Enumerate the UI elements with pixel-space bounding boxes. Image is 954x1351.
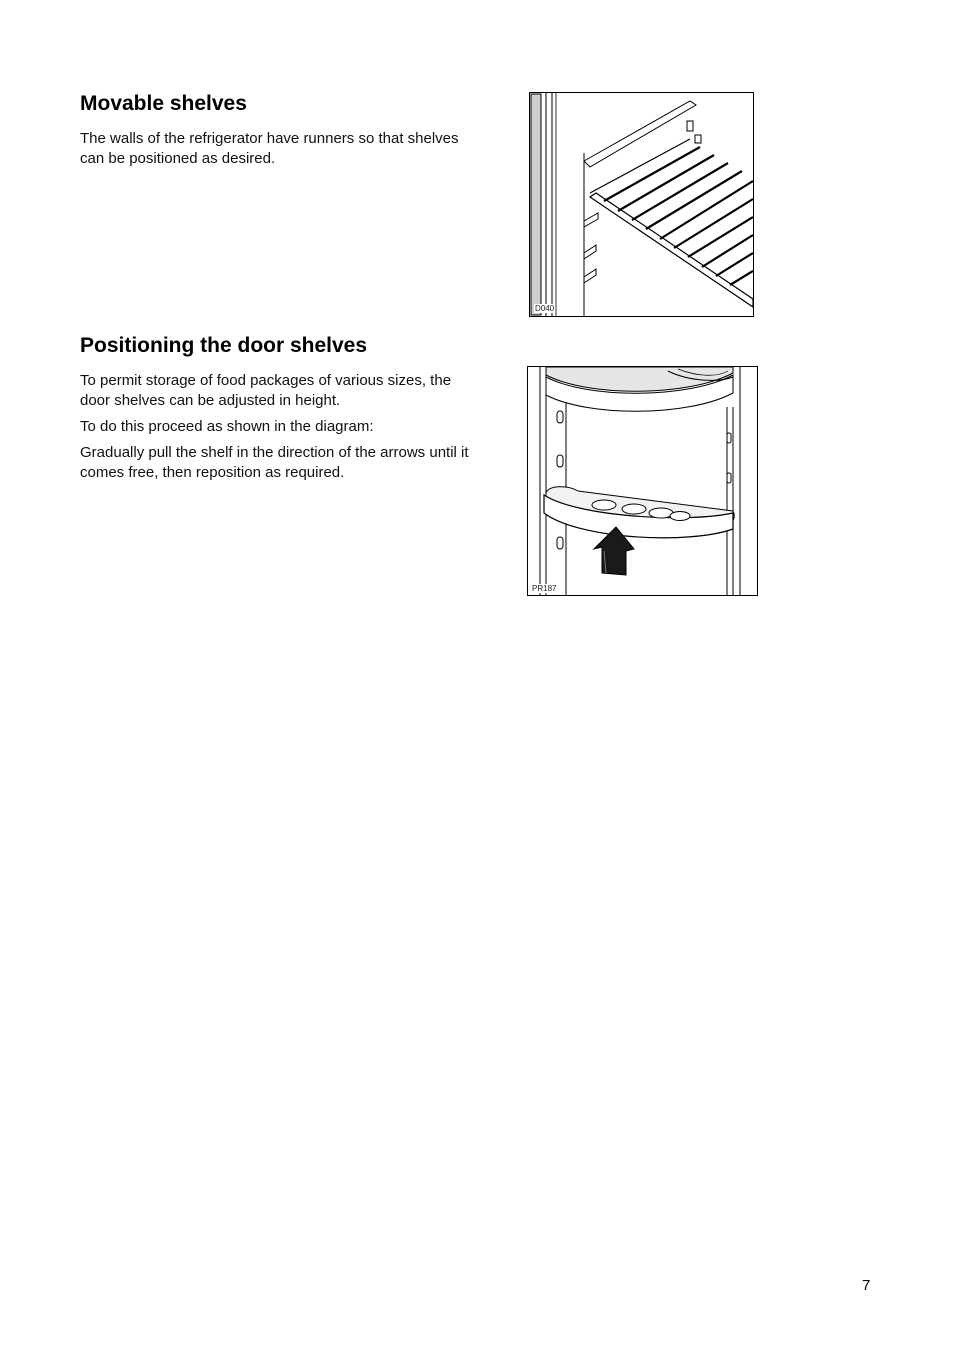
section-heading-door-shelves: Positioning the door shelves <box>80 334 368 357</box>
figure-code-label: D040 <box>535 304 555 313</box>
section-heading-movable-shelves: Movable shelves <box>80 92 247 115</box>
door-shelves-text-3: Gradually pull the shelf in the direction of the arrows until it comes free, then reposition as required. <box>80 444 469 481</box>
door-shelves-text-1: To permit storage of food packages of various sizes, the door shelves can be adjusted in height. <box>80 372 452 409</box>
page-number: 7 <box>862 1277 871 1294</box>
movable-shelves-text: The walls of the refrigerator have runners so that shelves can be positioned as desired. <box>80 130 459 167</box>
door-shelf-drawing <box>528 367 757 595</box>
movable-shelf-illustration <box>529 92 754 317</box>
door-shelves-text-2: To do this proceed as shown in the diagram: <box>80 418 374 435</box>
figure-code-label: PR187 <box>532 584 557 593</box>
shelf-drawing <box>530 93 753 316</box>
door-shelf-illustration <box>527 366 758 596</box>
